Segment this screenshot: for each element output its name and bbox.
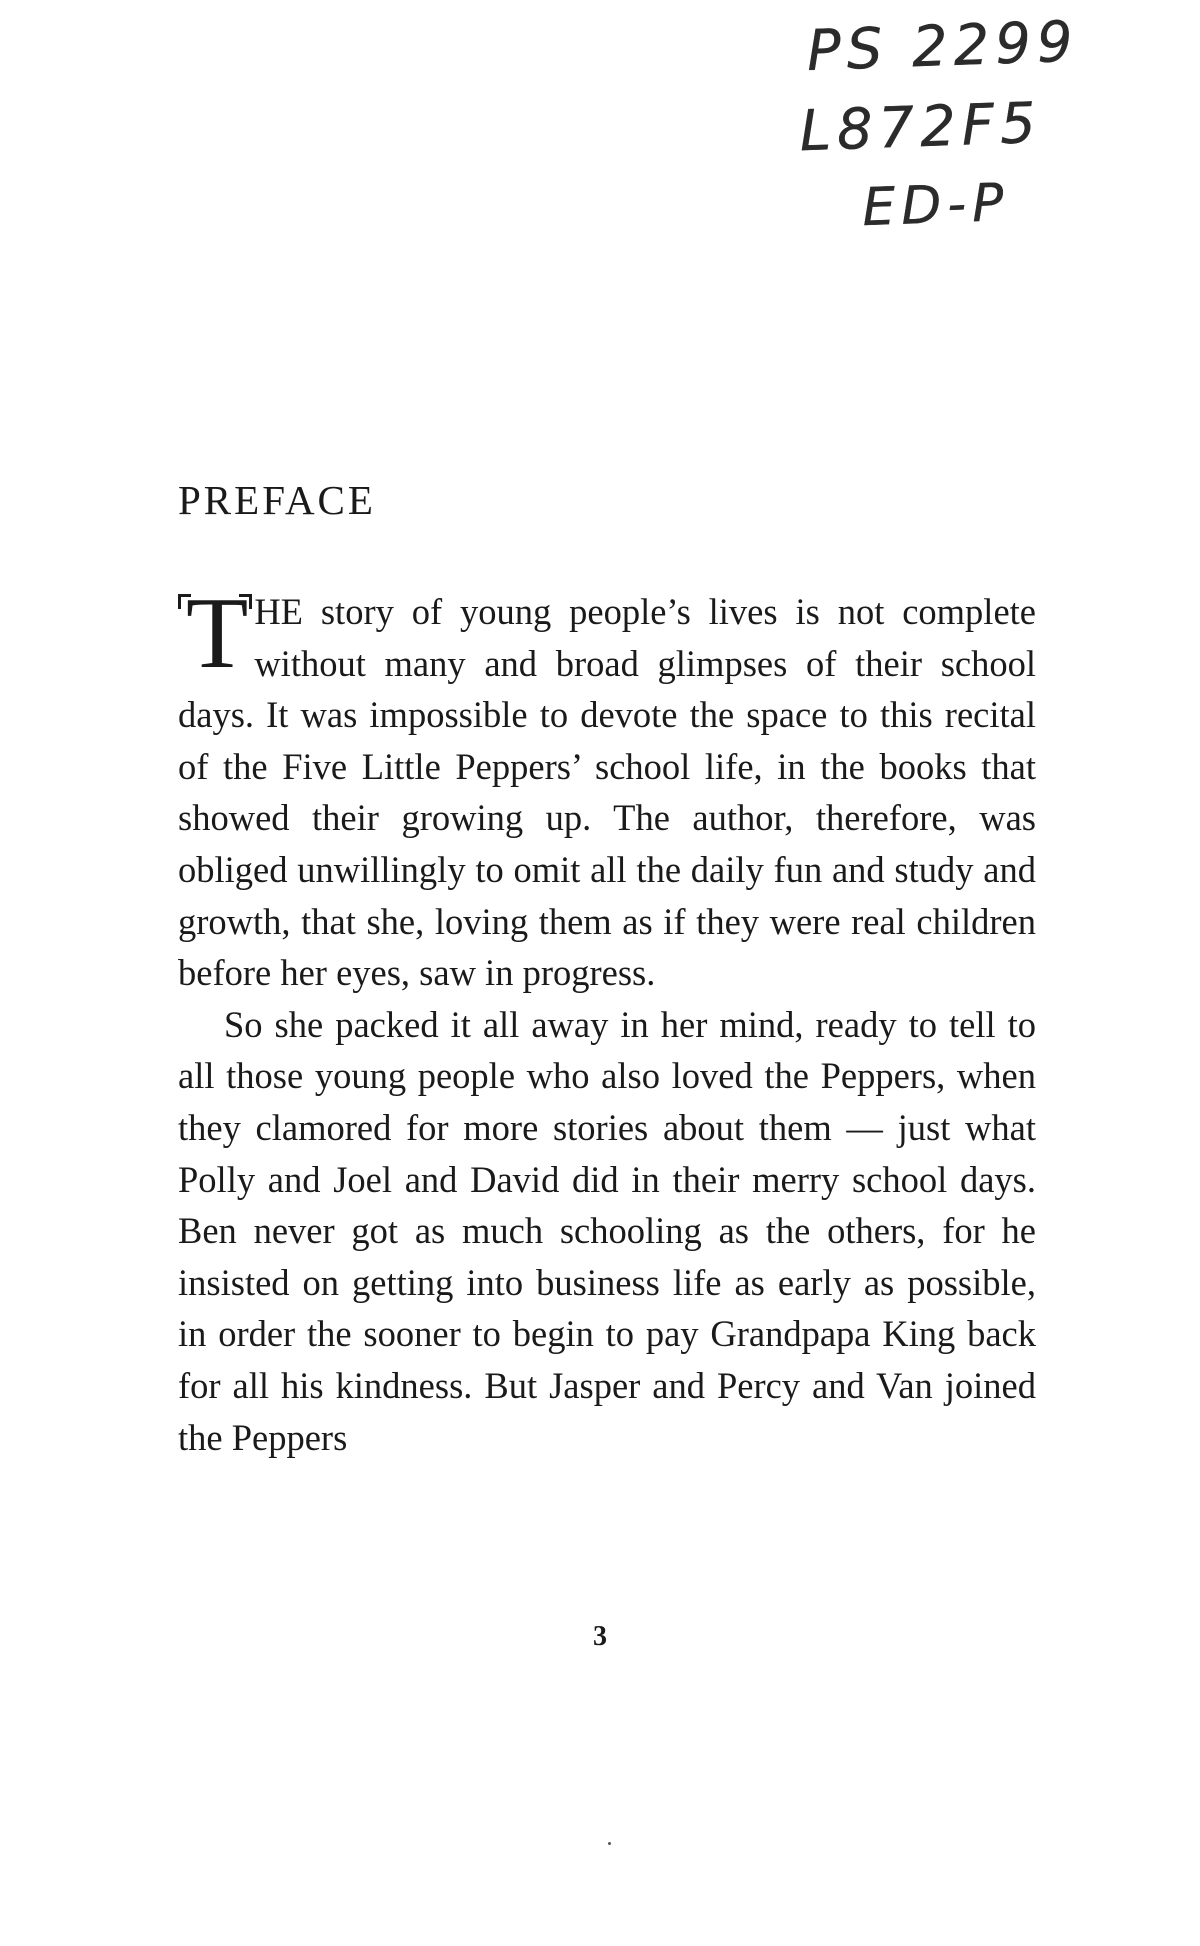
shelfmark-line-1: PS 2299 [805,9,1080,84]
shelfmark-line-2: L872F5 [798,90,1043,165]
page-title: PREFACE [178,477,376,523]
paper-speck [608,1842,611,1845]
drop-cap-letter: T [186,577,249,690]
drop-cap-ornament-right [239,594,252,609]
handwritten-shelfmark [796,9,1164,260]
shelfmark-line-3: ED-P [861,173,1011,239]
paragraph-1-text: HE story of young people’s lives is not complete without many and broad glimpses of their school days. It was impossible to devote the space to this recital of the Five Little Peppers’ school life, in the books that showed their growing up. The author, therefore, was obliged unwillingly to omit all the daily fun and study and growth, that she, loving them as if they were real children before her eyes, saw in progress. [178,591,1036,994]
drop-cap-ornament-left [178,594,191,609]
paragraph-1 [178,577,1036,999]
drop-cap [186,577,249,690]
body-text [178,577,1036,1463]
paragraph-2-text: So she packed it all away in her mind, ready to tell to all those young people who also loved the Peppers, when they clamored for more stories about them — just what Polly and Joel and David did in their merry school days. Ben never got as much schooling as the others, for he insisted on getting into business life as early as possible, in order the sooner to begin to pay Grandpapa King back for all his kindness. But Jasper and Percy and Van joined the Peppers [178,1003,1036,1458]
page-number: 3 [593,1621,607,1652]
paragraph-2 [178,999,1036,1463]
